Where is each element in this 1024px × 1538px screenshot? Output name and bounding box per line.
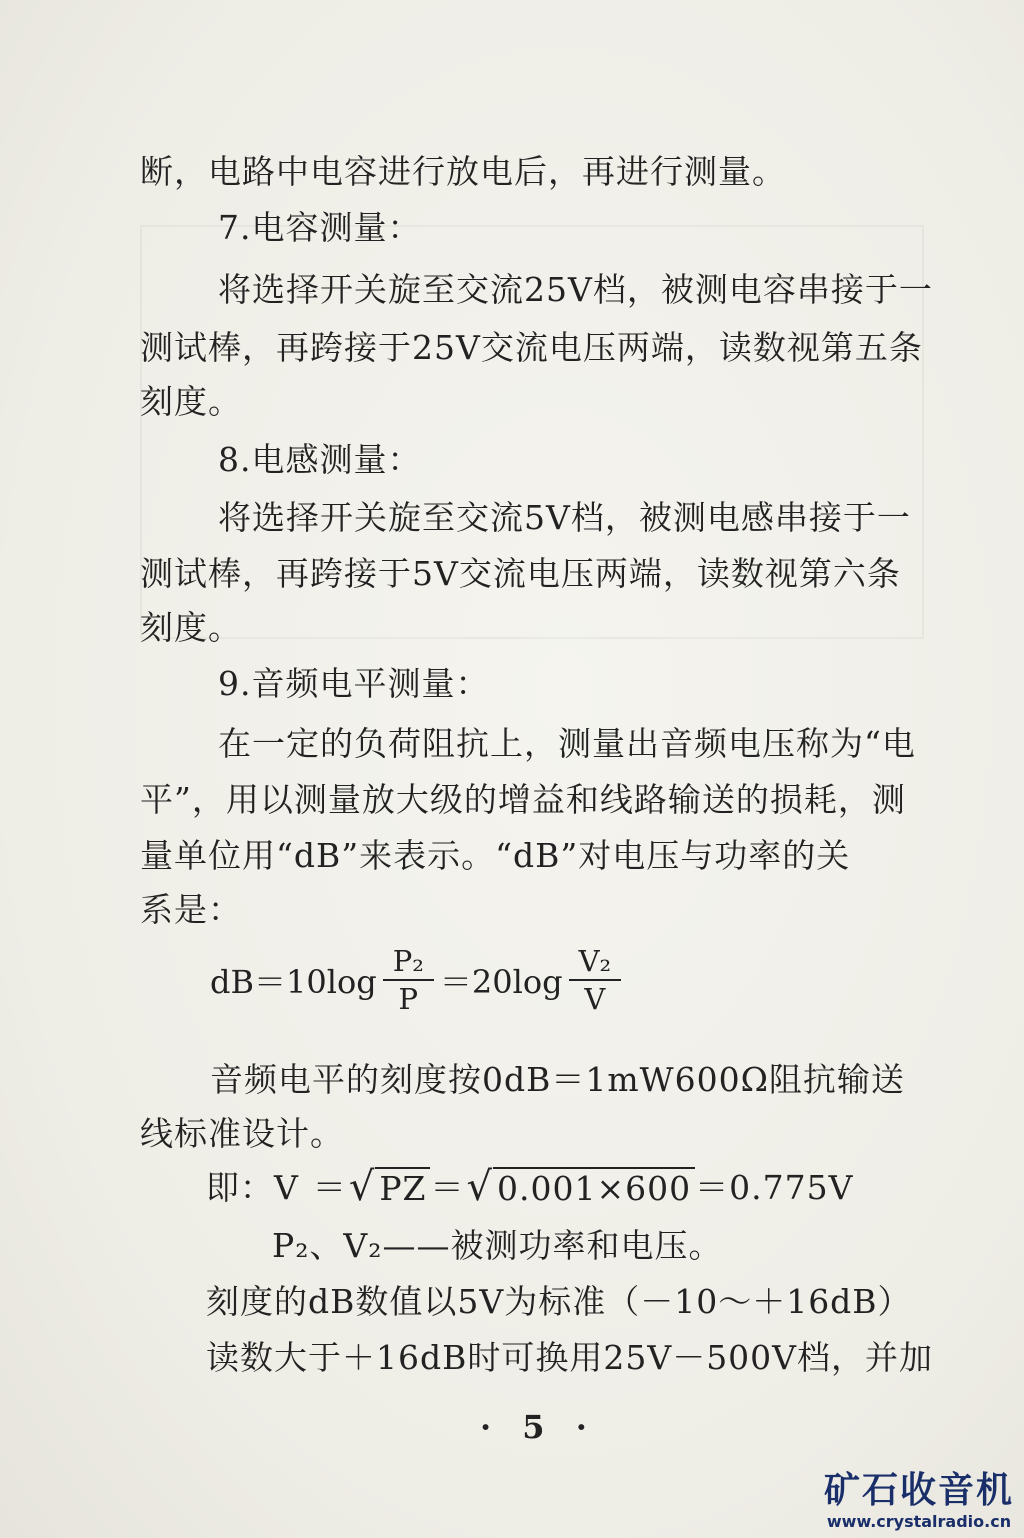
radical-sign-icon: √ <box>348 1164 376 1210</box>
text-line-5: 刻度。 <box>140 382 242 421</box>
text-line-9: 刻度。 <box>140 608 242 647</box>
formula-middle: ＝20log <box>439 963 563 1001</box>
sqrt-formula-result: ＝0.775V <box>695 1168 854 1207</box>
db-formula <box>210 940 627 1020</box>
text-line-19: 读数大于＋16dB时可换用25V－500V档，并加 <box>206 1338 934 1377</box>
sqrt-formula <box>206 1166 853 1210</box>
heading-audio-level: 9.音频电平测量： <box>218 664 490 703</box>
sqrt-pz-radicand: PZ <box>375 1167 430 1209</box>
site-watermark <box>824 1470 1014 1532</box>
text-line-18: 刻度的dB数值以5V为标准（－10～＋16dB） <box>206 1282 912 1321</box>
fraction-voltage-numerator: V₂ <box>569 945 622 981</box>
heading-capacitance: 7.电容测量： <box>218 208 422 247</box>
text-line-16: 线标准设计。 <box>140 1114 344 1153</box>
fraction-power <box>383 945 434 1015</box>
text-line-8: 测试棒，再跨接于5V交流电压两端，读数视第六条 <box>140 554 901 593</box>
text-line-1: 断，电路中电容进行放电后，再进行测量。 <box>140 152 786 191</box>
text-line-15: 音频电平的刻度按0dB＝1mW600Ω阻抗输送 <box>210 1060 905 1099</box>
watermark-url: www.crystalradio.cn <box>826 1512 1012 1531</box>
radical-sign-icon: √ <box>466 1164 493 1210</box>
page-number: · 5 · <box>480 1408 597 1446</box>
text-line-7: 将选择开关旋至交流5V档，被测电感串接于一 <box>218 498 911 537</box>
text-line-13: 量单位用“dB”来表示。“dB”对电压与功率的关 <box>140 836 851 875</box>
fraction-voltage <box>569 945 622 1015</box>
text-line-17: P₂、V₂——被测功率和电压。 <box>272 1226 723 1265</box>
sqrt-formula-prefix: 即：V <box>206 1168 299 1207</box>
sqrt-formula-eq1: ＝ <box>312 1168 347 1207</box>
sqrt-value-radicand: 0.001×600 <box>493 1167 695 1209</box>
heading-inductance: 8.电感测量： <box>218 440 422 479</box>
text-line-11: 在一定的负荷阻抗上，测量出音频电压称为“电 <box>218 724 916 763</box>
fraction-voltage-denominator: V <box>584 982 606 1016</box>
formula-lhs: dB＝10log <box>210 963 377 1001</box>
text-line-12: 平”，用以测量放大级的增益和线路输送的损耗，测 <box>140 780 906 819</box>
text-line-4: 测试棒，再跨接于25V交流电压两端，读数视第五条 <box>140 328 923 367</box>
watermark-title: 矿石收音机 <box>823 1470 1014 1511</box>
sqrt-value <box>466 1164 695 1210</box>
fraction-power-denominator: P <box>398 982 419 1016</box>
sqrt-pz <box>348 1164 431 1210</box>
fraction-power-numerator: P₂ <box>383 945 434 981</box>
text-line-3: 将选择开关旋至交流25V档，被测电容串接于一 <box>218 270 933 309</box>
sqrt-formula-eq2: ＝ <box>430 1168 465 1207</box>
text-line-14: 系是： <box>140 890 242 929</box>
